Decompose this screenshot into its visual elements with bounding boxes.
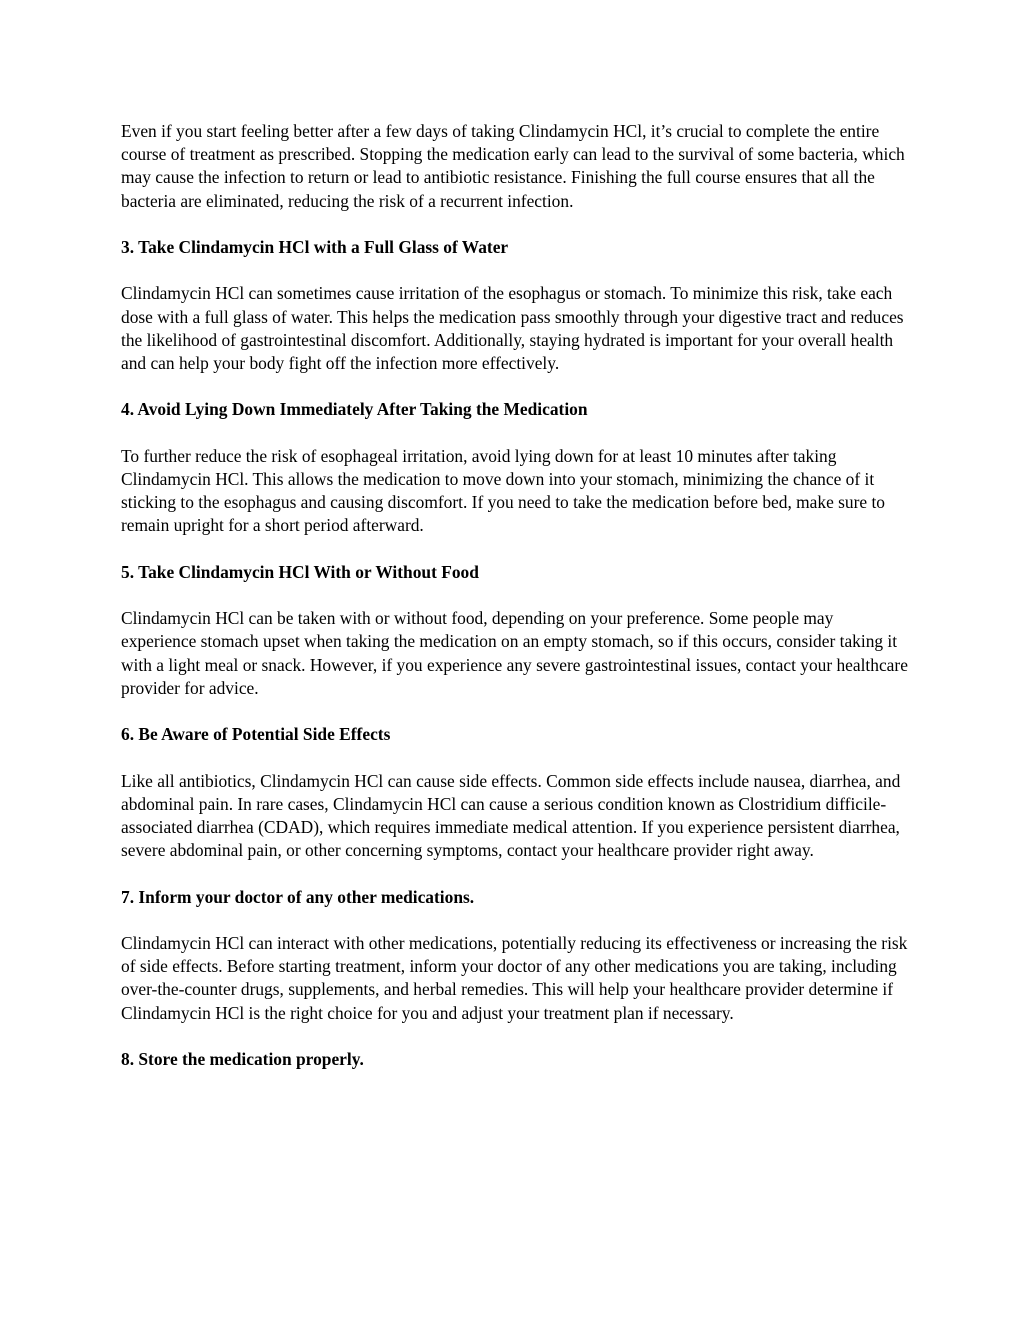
section-body-6: Like all antibiotics, Clindamycin HCl can cause side effects. Common side effects include nausea, diarrhea, and abdominal pain. In rare cases, Clindamycin HCl can cause a serious condition known as Clostridium difficile-associated diarrhea (CDAD), which requires immediate medical attention. If you experience persistent diarrhea, severe abdominal pain, or other concerning symptoms, contact your healthcare provider right away. (121, 770, 901, 861)
document-body (121, 120, 911, 1094)
section-body-7: Clindamycin HCl can interact with other medications, potentially reducing its effectiveness or increasing the risk of side effects. Before starting treatment, inform your doctor of any other medications you are taking, including over-the-counter drugs, supplements, and herbal remedies. This will help your healthcare provider determine if Clindamycin HCl is the right choice for you and adjust your treatment plan if necessary. (121, 932, 908, 1023)
section-heading-5: 5. Take Clindamycin HCl With or Without Food (121, 561, 479, 582)
section-body-5: Clindamycin HCl can be taken with or without food, depending on your preference. Some people may experience stomach upset when taking the medication on an empty stomach, so if this occurs, consider taking it with a light meal or snack. However, if you experience any severe gastrointestinal issues, contact your healthcare provider for advice. (121, 608, 908, 698)
section-heading-7: 7. Inform your doctor of any other medications. (121, 886, 475, 907)
section-heading-3: 3. Take Clindamycin HCl with a Full Glass of Water (121, 237, 509, 257)
section-heading-4: 4. Avoid Lying Down Immediately After Taking the Medication (121, 399, 588, 420)
section-body-3: Clindamycin HCl can sometimes cause irritation of the esophagus or stomach. To minimize this risk, take each dose with a full glass of water. This helps the medication pass smoothly through your digestive tract and reduces the likelihood of gastrointestinal discomfort. Additionally, staying hydrated is important for your overall health and can help your body fight off the infection more effectively. (121, 283, 904, 373)
section-body-4: To further reduce the risk of esophageal irritation, avoid lying down for at least 10 minutes after taking Clindamycin HCl. This allows the medication to move down into your stomach, minimizing the chance of it sticking to the esophagus and causing discomfort. If you need to take the medication before bed, make sure to remain upright for a short period afterward. (121, 445, 885, 536)
intro-paragraph: Even if you start feeling better after a few days of taking Clindamycin HCl, it’s crucial to complete the entire course of treatment as prescribed. Stopping the medication early can lead to the survival of some bacteria, which may cause the infection to return or lead to antibiotic resistance. Finishing the full course ensures that all the bacteria are eliminated, reducing the risk of a recurrent infection. (121, 121, 905, 211)
section-heading-6: 6. Be Aware of Potential Side Effects (121, 724, 391, 745)
section-heading-8: 8. Store the medication properly. (121, 1048, 364, 1069)
